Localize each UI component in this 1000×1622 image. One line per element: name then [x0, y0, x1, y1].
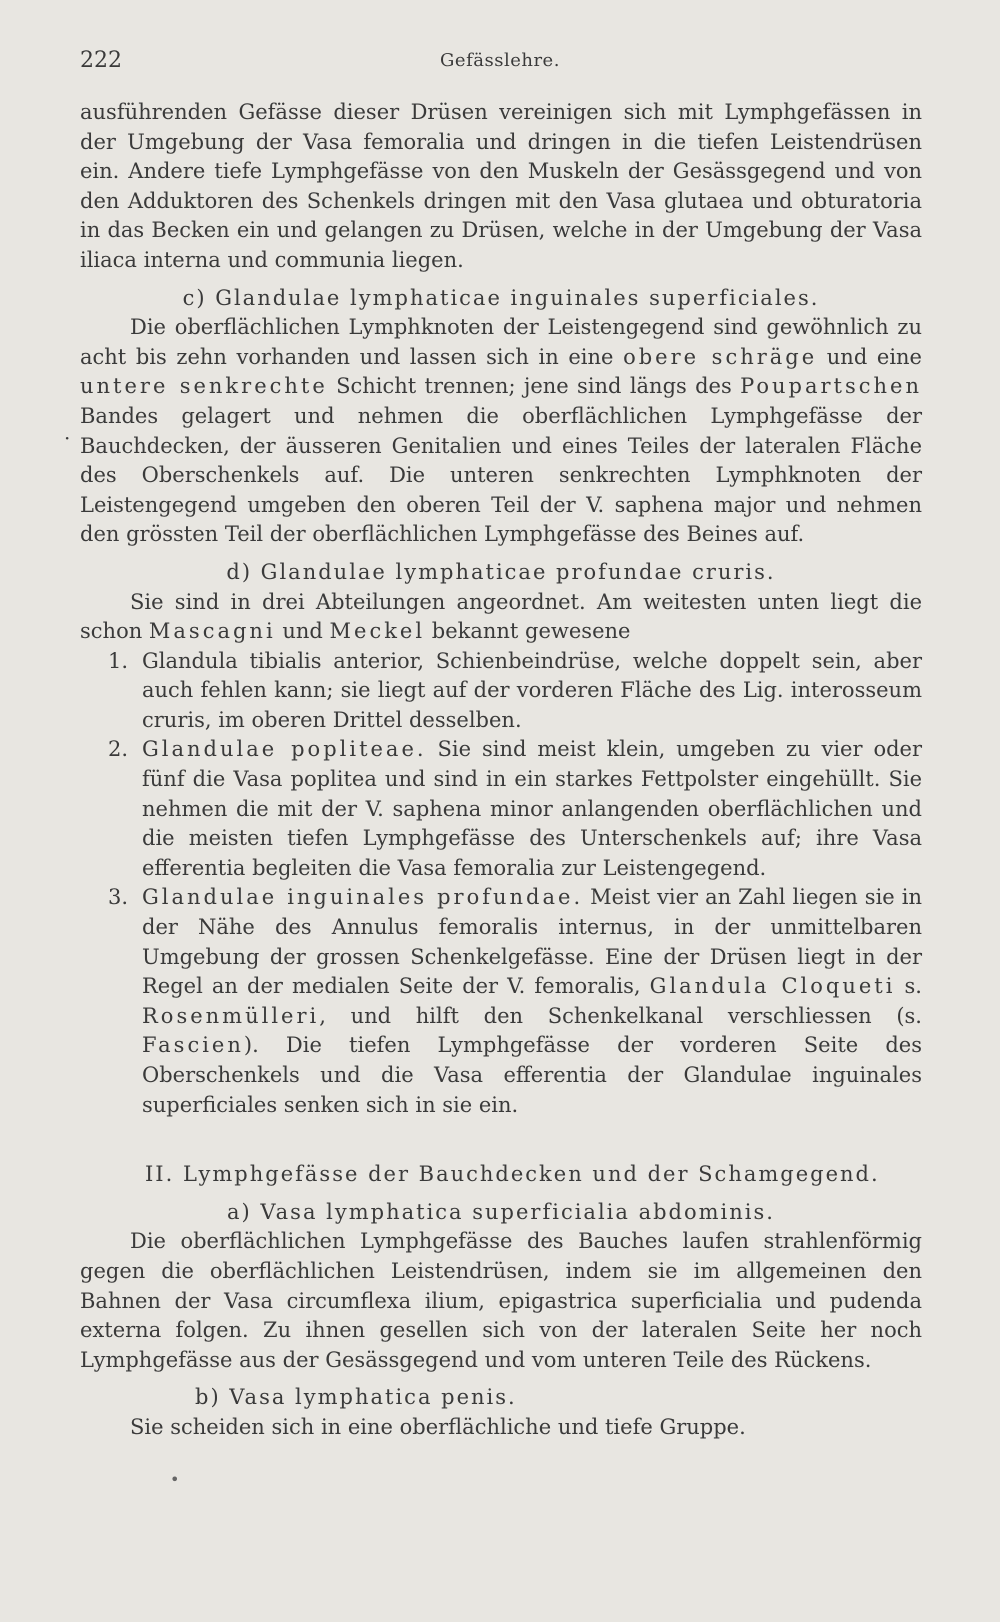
spaced-term: untere senkrechte: [80, 374, 328, 399]
list-item: 2. Glandulae popliteae. Sie sind meist klein, umgeben zu vier oder fünf die Vasa poplitea und sind in ein starkes Fettpolster eingehüllt. Sie nehmen die mit der V. saphena minor anlangenden oberflächlichen und die meisten tiefen Lymphgefässe des Unterschenkels auf; ihre Vasa efferentia begleiten die Vasa femoralia zur Leistengegend.: [108, 737, 923, 880]
list-item: 3. Glandulae inguinales profundae. Meist vier an Zahl liegen sie in der Nähe des Annulus femoralis internus, in der unmittelbaren Umgebung der grossen Schenkelgefässe. Eine der Drüsen liegt in der Regel an der medialen Seite der V. femoralis, Glandula Cloqueti s. Rosenmülleri, und hilft den Schenkelkanal verschliessen (s. Fascien). Die tiefen Lymphgefässe der vorderen Seite des Oberschenkels und die Vasa efferentia der Glandulae inguinales superficiales senken sich in sie ein.: [108, 885, 922, 1117]
spaced-term: Glandulae inguinales profundae.: [142, 885, 584, 910]
ink-speck: •: [170, 1470, 180, 1489]
page-number: 222: [80, 48, 122, 73]
spaced-term: Mascagni: [148, 619, 276, 644]
spaced-term: Meckel: [329, 619, 426, 644]
margin-dot: ·: [64, 426, 71, 450]
spaced-term: Fascien: [142, 1033, 244, 1058]
paragraph-5: Sie scheiden sich in eine oberflächliche und tiefe Gruppe.: [130, 1414, 746, 1439]
list-item: 1. Glandula tibialis anterior, Schienbeindrüse, welche doppelt sein, aber auch fehlen kann; sie liegt auf der vorderen Fläche des Lig. interosseum cruris, im oberen Drittel desselben.: [108, 648, 922, 732]
spaced-term: Glandulae popliteae.: [142, 737, 427, 762]
heading-c: c) Glandulae lymphaticae inguinales superficiales.: [182, 285, 820, 310]
page-body: [80, 98, 922, 1443]
spaced-term: Poupartschen: [740, 374, 922, 399]
paragraph-4: Die oberflächlichen Lymphgefässe des Bauches laufen strahlenförmig gegen die oberflächlichen Leistendrüsen, indem sie im allgemeinen den Bahnen der Vasa circumflexa ilium, epigastrica superficialia und pudenda externa folgen. Zu ihnen gesellen sich von der lateralen Seite her noch Lymphgefässe aus der Gesässgegend und vom unteren Teile des Rückens.: [80, 1229, 922, 1372]
gland-list: [80, 647, 922, 1121]
list-number: 2.: [108, 737, 129, 762]
page-header: [80, 48, 920, 78]
paragraph-2: Die oberflächlichen Lymphknoten der Leistengegend sind gewöhnlich zu acht bis zehn vorhanden und lassen sich in eine obere schräge und eine untere senkrechte Schicht trennen; jene sind längs des Poupartschen Bandes gelagert und nehmen die oberflächlichen Lymphgefässe der Bauchdecken, der äusseren Genitalien und eines Teiles der lateralen Fläche des Oberschenkels auf. Die unteren senkrechten Lymphknoten der Leistengegend umgeben den oberen Teil der V. saphena major und nehmen den grössten Teil der oberflächlichen Lymphgefässe des Beines auf.: [80, 315, 922, 547]
heading-d: d) Glandulae lymphaticae profundae cruris.: [226, 559, 776, 584]
running-head: Gefässlehre.: [440, 50, 560, 71]
paragraph-1: ausführenden Gefässe dieser Drüsen vereinigen sich mit Lymphgefässen in der Umgebung der Vasa femoralia und dringen in die tiefen Leistendrüsen ein. Andere tiefe Lymphgefässe von den Muskeln der Gesässgegend und von den Adduktoren des Schenkels dringen mit den Vasa glutaea und obturatoria in das Becken ein und gelangen zu Drüsen, welche in der Umgebung der Vasa iliaca interna und communia liegen.: [80, 100, 922, 272]
heading-b: b) Vasa lymphatica penis.: [195, 1385, 517, 1410]
spaced-term: Glandula Cloqueti: [649, 974, 896, 999]
list-number: 3.: [108, 885, 129, 910]
list-number: 1.: [108, 648, 129, 673]
spaced-term: obere schräge: [623, 344, 818, 369]
heading-a: a) Vasa lymphatica superficialia abdominis.: [227, 1199, 775, 1224]
paragraph-3: Sie sind in drei Abteilungen angeordnet. Am weitesten unten liegt die schon Mascagni und Meckel bekannt gewesene: [80, 589, 922, 644]
section-heading-II: II. Lymphgefässe der Bauchdecken und der Schamgegend.: [145, 1162, 880, 1187]
spaced-term: Rosenmülleri: [142, 1003, 320, 1028]
